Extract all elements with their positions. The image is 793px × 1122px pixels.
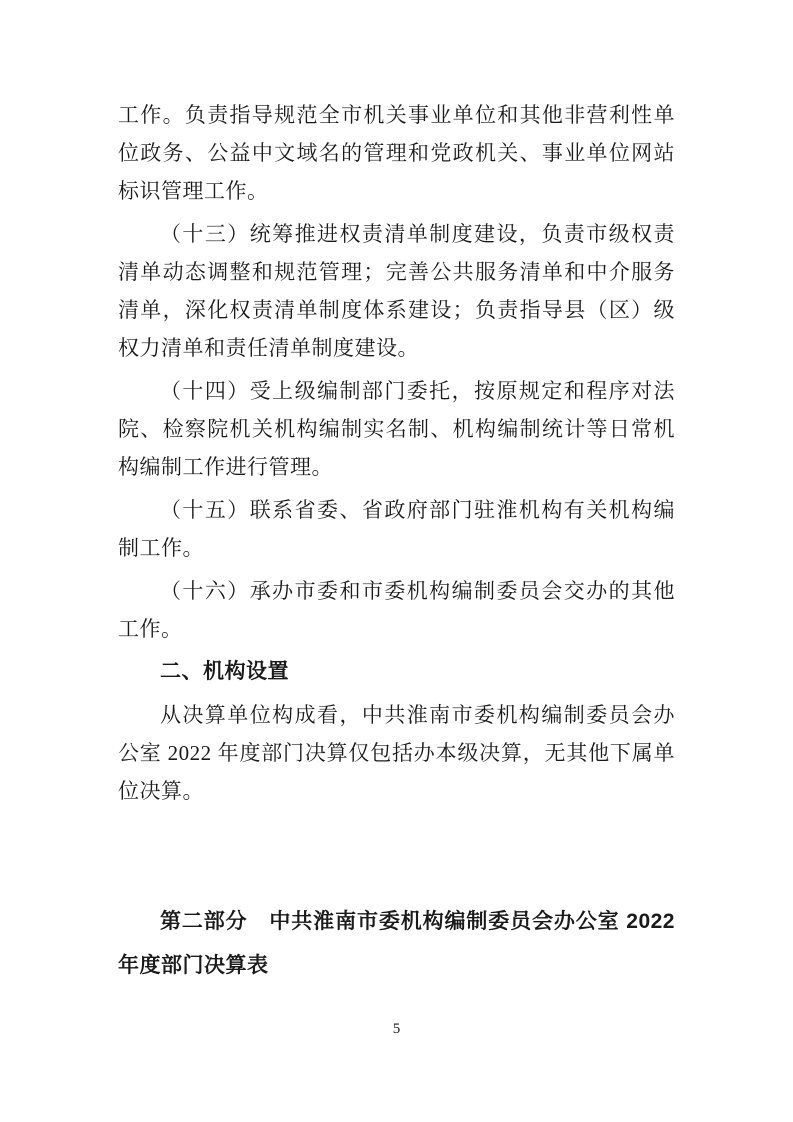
paragraph-org-composition: 从决算单位构成看，中共淮南市委机构编制委员会办公室 2022 年度部门决算仅包括办本级决算，无其他下属单位决算。 bbox=[118, 703, 675, 803]
paragraph-item-15: （十五）联系省委、省政府部门驻淮机构有关机构编制工作。 bbox=[118, 498, 675, 560]
paragraph-item-13: （十三）统筹推进权责清单制度建设，负责市级权责清单动态调整和规范管理；完善公共服务清单和中介服务清单，深化权责清单制度体系建设；负责指导县（区）级权力清单和责任清单制度建设。 bbox=[118, 222, 675, 360]
paragraph-item-16: （十六）承办市委和市委机构编制委员会交办的其他工作。 bbox=[118, 579, 675, 641]
part2-heading: 第二部分 中共淮南市委机构编制委员会办公室 2022 年度部门决算表 bbox=[118, 910, 675, 977]
paragraph-item-14: （十四）受上级编制部门委托，按原规定和程序对法院、检察院机关机构编制实名制、机构编制统计等日常机构编制工作进行管理。 bbox=[118, 379, 675, 479]
page-footer bbox=[0, 1020, 793, 1038]
section-heading-organization-setup: 二、机构设置 bbox=[160, 660, 289, 683]
paragraph-continuation: 工作。负责指导规范全市机关事业单位和其他非营利性单位政务、公益中文域名的管理和党政机关、事业单位网站标识管理工作。 bbox=[118, 103, 675, 203]
page-number: 5 bbox=[392, 1021, 401, 1037]
document-body bbox=[118, 96, 675, 993]
